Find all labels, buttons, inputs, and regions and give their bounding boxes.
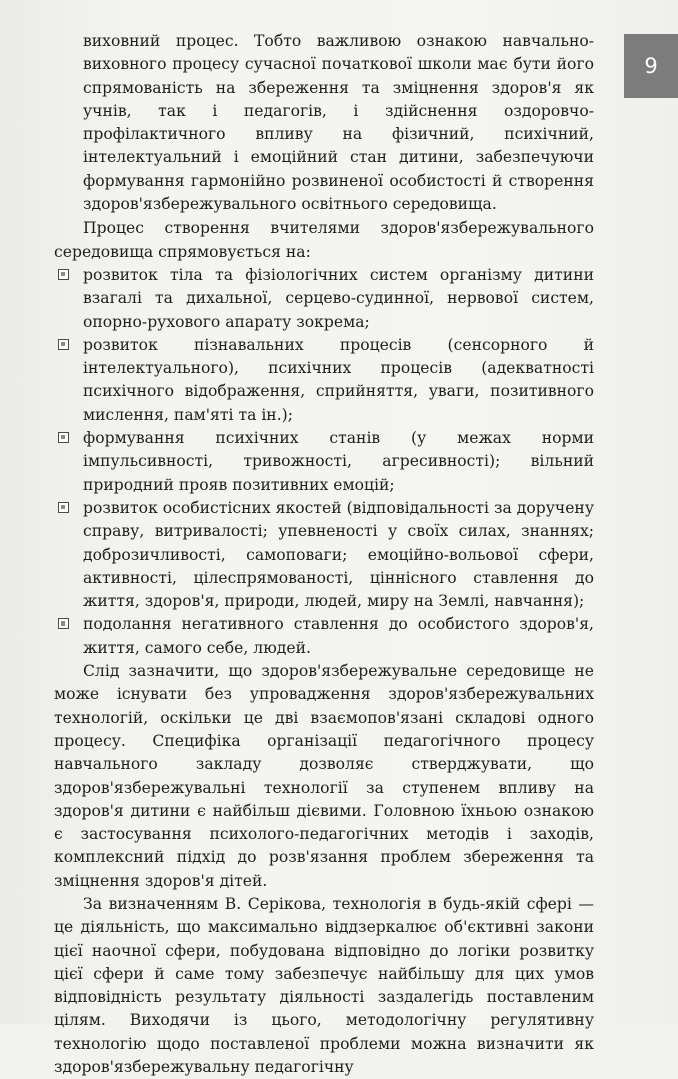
square-bullet-icon [58,269,69,280]
list-item-text: розвиток пізнавальних процесів (сенсорного й інтелектуального), психічних процесів (адекватності психічного відображення, сприйняття, уваги, позитивного мислення, пам'яті та ін.); [83,335,594,424]
bullet-list [54,264,594,660]
square-bullet-icon [58,618,69,629]
list-item [54,334,594,427]
list-item-text: розвиток тіла та фізіологічних систем організму дитини взагалі та дихальної, серцево-судинної, нервової систем, опорно-рухового апарату зокрема; [83,265,594,331]
page-number-tab [624,34,678,98]
square-bullet-icon [58,502,69,513]
list-item [54,497,594,613]
page-number: 9 [644,54,658,78]
paragraph-2: Слід зазначити, що здоров'язбережувальне середовище не може існувати без упровадження здоров'язбережувальних технологій, оскільки це дві взаємопов'язані складові одного процесу. Специфіка організації педагогічного процесу навчального закладу дозволяє стверджувати, що здоров'язбережувальні технології за ступенем впливу на здоров'я дитини є найбільш дієвими. Головною їхньою ознакою є застосування психолого-педагогічних методів і заходів, комплексний підхід до розв'язання проблем збереження та зміцнення здоров'я дітей. [54,662,594,890]
list-item [54,613,594,660]
square-bullet-icon [58,339,69,350]
list-item [54,427,594,497]
page-body [54,30,594,1079]
square-bullet-icon [58,432,69,443]
list-item-text: подолання негативного ставлення до особистого здоров'я, життя, самого себе, людей. [83,615,594,657]
intro-continuation: виховний процес. Тобто важливою ознакою навчально-виховного процесу сучасної початкової школи має бути його спрямованість на збереження та зміцнення здоров'я як учнів, так і педагогів, і здійснення оздоровчо-профілактичного впливу на фізичний, психічний, інтелектуальний і емоційний стан дитини, забезпечуючи формування гармонійно розвиненої особистості й створення здоров'язбережувального освітнього середовища. [83,32,594,214]
list-item [54,264,594,334]
list-item-text: розвиток особистісних якостей (відповідальності за доручену справу, витривалості; упевненості у своїх силах, знаннях; доброзичливості, самоповаги; емоційно-вольової сфери, активності, цілеспрямованості, ціннісного ставлення до життя, здоров'я, природи, людей, миру на Землі, навчання); [83,498,594,611]
lead-paragraph: Процес створення вчителями здоров'язбережувального середовища спрямовується на: [54,219,594,261]
paragraph-3: За визначенням В. Серікова, технологія в будь-якій сфері — це діяльність, що максимально віддзеркалює об'єктивні закони цієї наочної сфери, побудована відповідно до логіки розвитку цієї сфери й саме тому забезпечує найбільшу для цих умов відповідність результату діяльності заздалегідь поставленим цілям. Виходячи із цього, методологічну регулятивну технологію щодо поставленої проблеми можна визначити як здоров'язбережувальну педагогічну [54,894,594,1077]
list-item-text: формування психічних станів (у межах норми імпульсивності, тривожності, агресивності); вільний природний прояв позитивних емоцій; [83,429,594,494]
